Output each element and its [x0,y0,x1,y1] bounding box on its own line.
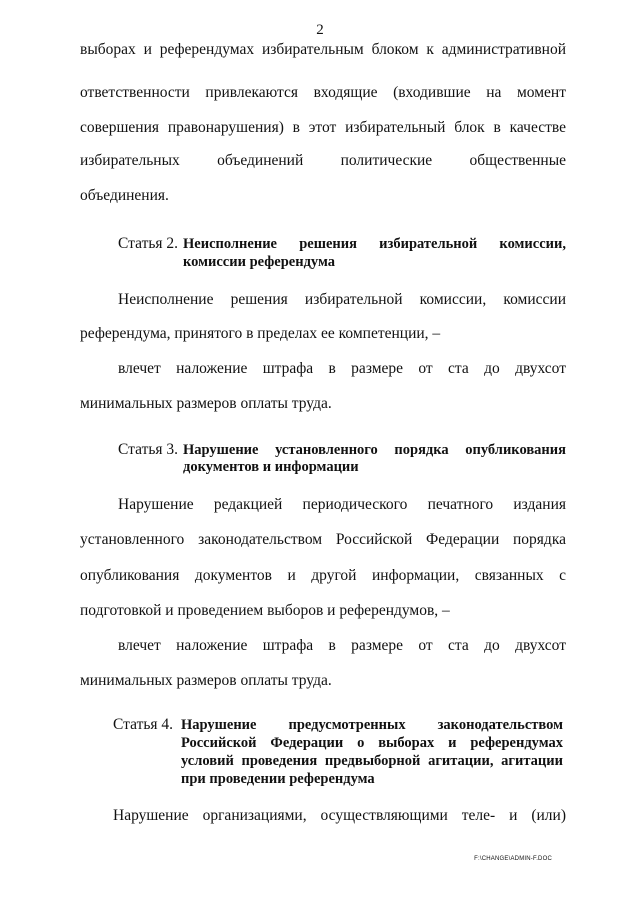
text-line: опубликования документов и другой информации, связанных с [80,567,566,584]
text-line: подготовкой и проведением выборов и референдумов, – [80,602,450,619]
text-line: ответственности привлекаются входящие (входившие на момент [80,84,566,101]
text-line: избирательных объединений политические общественные [80,152,566,169]
article-title-line: при проведении референдума [181,771,375,787]
text-line: объединения. [80,187,169,204]
article-number: Статья 3. [118,441,179,458]
article-title-line: комиссии референдума [183,254,335,270]
text-line: влечет наложение штрафа в размере от ста до двухсот [118,637,566,654]
text-line: установленного законодательством Российской Федерации порядка [80,531,566,548]
article-number: Статья 2. [118,235,179,252]
article-title-line: Российской Федерации о выборах и референдумах [181,735,563,751]
article-title-line: Нарушение установленного порядка опубликования [183,442,566,458]
article-title-line: документов и информации [183,459,359,475]
text-line: влечет наложение штрафа в размере от ста до двухсот [118,360,566,377]
text-line: Неисполнение решения избирательной комиссии, комиссии [118,291,566,308]
article-title-line: Нарушение предусмотренных законодательством [181,717,563,733]
text-line: референдума, принятого в пределах ее компетенции, – [80,325,441,342]
article-title-line: Неисполнение решения избирательной комиссии, [183,236,566,252]
text-line: Нарушение организациями, осуществляющими теле- и (или) [113,807,566,824]
page-number: 2 [316,22,324,38]
article-number: Статья 4. [113,716,174,733]
text-line: минимальных размеров оплаты труда. [80,395,332,412]
article-title-line: условий проведения предвыборной агитации, агитации [181,753,563,769]
text-line: совершения правонарушения) в этот избирательный блок в качестве [80,119,566,136]
file-path-footer: F:\CHANGE\ADMIN-F.DOC [474,856,552,862]
text-line: выборах и референдумах избирательным блоком к административной [80,41,566,58]
text-line: Нарушение редакцией периодического печатного издания [118,496,566,513]
text-line: минимальных размеров оплаты труда. [80,672,332,689]
